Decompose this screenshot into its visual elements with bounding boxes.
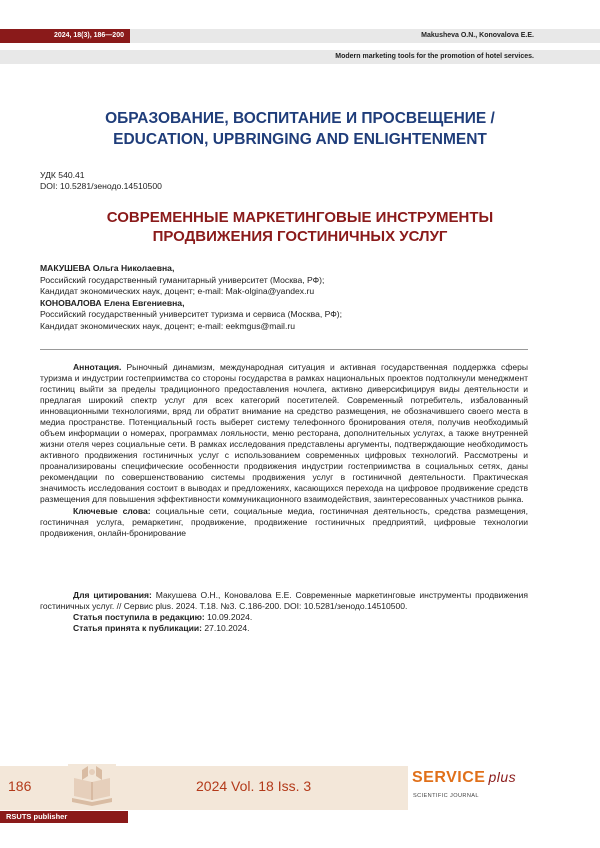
author-name: КОНОВАЛОВА Елена Евгениевна, — [40, 297, 185, 308]
header-running-title: Modern marketing tools for the promotion of hotel services. — [0, 50, 600, 64]
issue-info: 2024 Vol. 18 Iss. 3 — [196, 778, 312, 794]
author-name: МАКУШЕВА Ольга Николаевна, — [40, 263, 175, 273]
accepted — [40, 623, 528, 634]
abstract-text: Рыночный динамизм, международная ситуация и активная государственная поддержка сферы туризма и индустрии гостеприимства со стороны государства в рамках национальных проектов подтолкнули менеджмент гостиниц выйти за пределы традиционного предоставления ночлега, активно диверсифицируя виды деятельности и предлагая широкий спектр услуг для всех категорий посетителей. Современный потребитель, избалованный инновационными технологиями, вряд ли обратит внимание на средство размещения, не обозначившего своего места в медиа пространстве. Потенциальный гость выберет систему телефонного бронирования отеля, получив необходимый объем информации о номерах, программах лояльности, меню ресторана, дополнительных услугах, а также внутренней жизни отеля через социальные сети. В рамках исследования представлены аргументы, подтверждающие необходимость активного продвижения гостиничных услуг с использованием современных цифровых технологий. Рассмотрены и проанализированы специфические особенности продвижения индустрии гостеприимства в социальных сетях, даны рекомендации по совершенствованию системы продвижения услуг в гостиничной деятельности. Практическая значимость исследования состоит в выводах и предложениях, касающихся перехода на цифровое продвижение средств размещения для повышения эффективности коммуникационного взаимодействия, заинтересованных участников рынка. — [40, 362, 528, 504]
author-affiliation: Российский государственный гуманитарный университет (Москва, РФ); — [40, 274, 325, 285]
received-label: Статья поступила в редакцию: — [73, 612, 205, 622]
udk-code: УДК 540.41 — [40, 170, 85, 180]
article-title-line-1: СОВРЕМЕННЫЕ МАРКЕТИНГОВЫЕ ИНСТРУМЕНТЫ — [106, 209, 494, 226]
brand-subtitle: SCIENTIFIC JOURNAL — [413, 793, 479, 799]
journal-brand-name — [412, 769, 516, 787]
section-heading-ru: ОБРАЗОВАНИЕ, ВОСПИТАНИЕ И ПРОСВЕЩЕНИЕ / — [105, 110, 495, 127]
keywords — [40, 506, 528, 539]
author-degree: Кандидат экономических наук, доцент; e-mail: eekmgus@mail.ru — [40, 320, 295, 331]
keywords-text: социальные сети, социальные медиа, гостиничная деятельность, средства размещения, гостиничная услуга, ремаркетинг, продвижение, продвижение гостиничных предприятий, цифровые технологии продвижения, онлайн-бронирование — [40, 506, 528, 538]
header-authors: Makusheva O.N., Konovalova E.E. — [130, 29, 600, 43]
header-citation-ref: 2024, 18(3), 186—200 — [0, 29, 130, 43]
section-heading-en: EDUCATION, UPBRINGING AND ENLIGHTENMENT — [113, 131, 487, 148]
divider — [40, 349, 528, 350]
accepted-date: 27.10.2024. — [204, 623, 250, 633]
page-number: 186 — [8, 778, 32, 794]
publisher-label: RSUTS publisher — [0, 811, 128, 823]
doi: DOI: 10.5281/зенодо.14510500 — [40, 181, 162, 191]
citation-label: Для цитирования: — [73, 590, 152, 600]
journal-brand — [408, 763, 600, 813]
article-meta — [40, 170, 162, 192]
received — [40, 612, 528, 623]
article-title — [60, 208, 540, 246]
citation — [40, 590, 528, 612]
abstract-block — [40, 362, 528, 539]
book-logo-icon — [66, 762, 118, 810]
abstract — [40, 362, 528, 505]
received-date: 10.09.2024. — [207, 612, 253, 622]
citation-text: Макушева О.Н., Коновалова Е.Е. Современные маркетинговые инструменты продвижения гостиничных услуг. // Сервис plus. 2024. Т.18. №3. С.186-200. DOI: 10.5281/зенодо.14510500. — [40, 590, 529, 611]
article-title-line-2: ПРОДВИЖЕНИЯ ГОСТИНИЧНЫХ УСЛУГ — [152, 228, 448, 245]
accepted-label: Статья принята к публикации: — [73, 623, 202, 633]
header-bar — [0, 29, 600, 43]
author-list — [40, 263, 540, 332]
brand-plus: plus — [488, 769, 517, 785]
brand-name: SERVICE — [412, 769, 486, 786]
abstract-label: Аннотация. — [73, 362, 122, 372]
author-affiliation: Российский государственный университет туризма и сервиса (Москва, РФ); — [40, 309, 343, 319]
section-heading — [60, 108, 540, 150]
keywords-label: Ключевые слова: — [73, 506, 151, 516]
author-degree: Кандидат экономических наук, доцент; e-mail: Mak-olgina@yandex.ru — [40, 286, 315, 296]
citation-block — [40, 590, 528, 634]
